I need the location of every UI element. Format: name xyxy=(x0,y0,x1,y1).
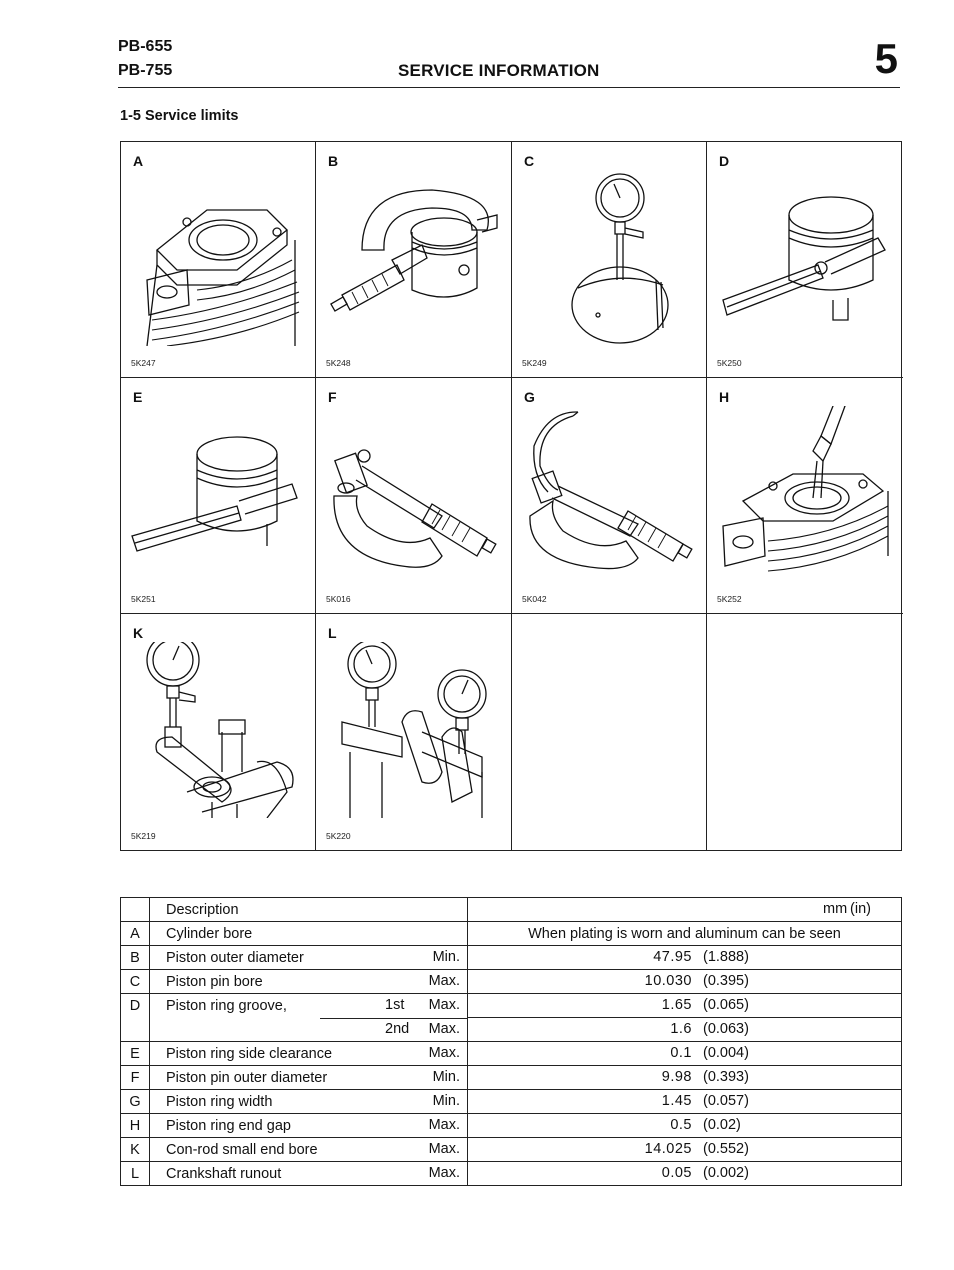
cylinder-icon xyxy=(127,170,310,346)
row-description xyxy=(150,1162,468,1186)
figure-letter: D xyxy=(719,153,730,169)
row-description xyxy=(150,922,468,946)
row-inch: (0.395) xyxy=(703,973,749,989)
row-description xyxy=(150,946,468,970)
page-header xyxy=(118,36,900,88)
figure-cell-l xyxy=(316,614,512,850)
row-mm: 1.6 xyxy=(670,1021,692,1037)
conrod-dial-gauge-icon xyxy=(127,642,310,818)
table-row xyxy=(121,1042,902,1066)
row-description-text: Crankshaft runout xyxy=(166,1165,282,1182)
row-letter: C xyxy=(121,970,150,994)
row-description-text: Piston pin bore xyxy=(166,973,263,990)
figure-cell-empty-2 xyxy=(707,614,903,850)
row-inch: (0.02) xyxy=(703,1117,741,1133)
figure-grid xyxy=(120,141,902,851)
row-description-text: Piston outer diameter xyxy=(166,949,304,966)
row-inch: (0.552) xyxy=(703,1141,749,1157)
row-limit-kind: Max. xyxy=(428,997,460,1013)
figure-letter: A xyxy=(133,153,144,169)
row-inch: (0.002) xyxy=(703,1165,749,1181)
table-row xyxy=(121,946,902,970)
row-ring-number: 1st xyxy=(385,997,405,1013)
row-mm: 10.030 xyxy=(644,973,692,989)
row-description-text: Piston ring end gap xyxy=(166,1117,291,1134)
figure-letter: E xyxy=(133,389,143,405)
figure-cell-empty-1 xyxy=(512,614,707,850)
row-limit-kind: Min. xyxy=(432,1093,460,1109)
micrometer-icon xyxy=(322,406,505,582)
row-description xyxy=(150,1066,468,1090)
cylinder-feeler-icon xyxy=(713,406,896,582)
row-description-text: Con-rod small end bore xyxy=(166,1141,318,1158)
row-description xyxy=(150,970,468,994)
page-title: SERVICE INFORMATION xyxy=(398,61,600,80)
row-mm: 0.1 xyxy=(670,1045,692,1061)
row-description xyxy=(150,1090,468,1114)
figure-letter: F xyxy=(328,389,337,405)
row-letter: K xyxy=(121,1138,150,1162)
figure-letter: G xyxy=(524,389,535,405)
figure-code: 5K016 xyxy=(326,594,351,604)
row-value xyxy=(468,1066,902,1090)
row-letter: H xyxy=(121,1114,150,1138)
piston-micrometer-icon xyxy=(322,170,505,346)
figure-letter: H xyxy=(719,389,730,405)
row-description-text: Piston pin outer diameter xyxy=(166,1069,328,1086)
table-row xyxy=(121,1066,902,1090)
row-value xyxy=(468,1018,902,1042)
row-limit-kind: Max. xyxy=(428,1141,460,1157)
row-inch: (0.065) xyxy=(703,997,749,1013)
figure-cell-b xyxy=(316,142,512,378)
figure-letter: C xyxy=(524,153,535,169)
row-description-text: Piston ring groove, xyxy=(166,997,287,1014)
crankshaft-dial-gauge-icon xyxy=(322,642,505,818)
figure-code: 5K248 xyxy=(326,358,351,368)
feeler-gauge-piston-icon xyxy=(127,406,310,582)
figure-cell-c xyxy=(512,142,707,378)
row-inch: (1.888) xyxy=(703,949,749,965)
row-description xyxy=(150,1042,468,1066)
figure-code: 5K249 xyxy=(522,358,547,368)
figure-letter: B xyxy=(328,153,339,169)
row-letter: B xyxy=(121,946,150,970)
figure-letter: L xyxy=(328,625,337,641)
table-row xyxy=(121,922,902,946)
table-row xyxy=(121,1114,902,1138)
figure-code: 5K251 xyxy=(131,594,156,604)
figure-letter: K xyxy=(133,625,144,641)
figure-cell-a xyxy=(121,142,316,378)
table-row xyxy=(121,970,902,994)
unit-label: mm (in) xyxy=(822,901,871,917)
figure-cell-h xyxy=(707,378,903,614)
row-mm: 0.05 xyxy=(661,1165,692,1181)
figure-cell-d xyxy=(707,142,903,378)
row-value xyxy=(468,970,902,994)
figure-code: 5K250 xyxy=(717,358,742,368)
row-value xyxy=(468,1162,902,1186)
row-letter: D xyxy=(121,994,150,1018)
row-letter: G xyxy=(121,1090,150,1114)
row-letter: A xyxy=(121,922,150,946)
figure-cell-e xyxy=(121,378,316,614)
row-limit-kind: Max. xyxy=(428,1045,460,1061)
row-letter xyxy=(121,1018,150,1042)
figure-code: 5K220 xyxy=(326,831,351,841)
row-value xyxy=(468,1042,902,1066)
row-value xyxy=(468,1114,902,1138)
row-mm: 9.98 xyxy=(661,1069,692,1085)
row-value xyxy=(468,922,902,946)
section-title: 1-5 Service limits xyxy=(120,108,239,124)
row-description xyxy=(150,1018,468,1042)
row-note: When plating is worn and aluminum can be seen xyxy=(528,925,841,942)
row-mm: 0.5 xyxy=(670,1117,692,1133)
row-value xyxy=(468,994,902,1018)
row-description-text: Piston ring side clearance xyxy=(166,1045,333,1062)
model-number-1: PB-655 xyxy=(118,38,173,55)
figure-cell-g xyxy=(512,378,707,614)
row-inch: (0.057) xyxy=(703,1093,749,1109)
table-row xyxy=(121,994,902,1018)
figure-code: 5K219 xyxy=(131,831,156,841)
dial-gauge-piston-icon xyxy=(518,170,701,346)
row-description xyxy=(150,1138,468,1162)
row-letter: E xyxy=(121,1042,150,1066)
row-limit-kind: Max. xyxy=(428,1117,460,1133)
row-value xyxy=(468,1138,902,1162)
figure-code: 5K247 xyxy=(131,358,156,368)
micrometer-ring-icon xyxy=(518,406,701,582)
table-header-unit xyxy=(468,898,902,922)
service-limits-table xyxy=(120,897,902,1186)
row-inch: (0.393) xyxy=(703,1069,749,1085)
row-description-text: Cylinder bore xyxy=(166,925,253,942)
row-letter: L xyxy=(121,1162,150,1186)
row-mm: 47.95 xyxy=(653,949,692,965)
row-value xyxy=(468,946,902,970)
row-limit-kind: Min. xyxy=(432,1069,460,1085)
row-limit-kind: Max. xyxy=(428,973,460,989)
table-row xyxy=(121,1162,902,1186)
table-cell xyxy=(121,898,150,922)
row-ring-number: 2nd xyxy=(385,1020,410,1037)
row-inch: (0.063) xyxy=(703,1021,749,1037)
figure-cell-k xyxy=(121,614,316,850)
row-mm: 14.025 xyxy=(644,1141,692,1157)
row-limit-kind: Max. xyxy=(428,1165,460,1181)
table-header-description: Description xyxy=(150,898,468,922)
figure-code: 5K042 xyxy=(522,594,547,604)
chapter-number: 5 xyxy=(874,35,898,82)
row-description xyxy=(150,994,468,1018)
row-description-text: Piston ring width xyxy=(166,1093,273,1110)
row-letter: F xyxy=(121,1066,150,1090)
feeler-gauge-piston-icon xyxy=(713,170,896,346)
model-number-2: PB-755 xyxy=(118,62,173,79)
row-description xyxy=(150,1114,468,1138)
row-mm: 1.45 xyxy=(661,1093,692,1109)
figure-cell-f xyxy=(316,378,512,614)
figure-code: 5K252 xyxy=(717,594,742,604)
row-inch: (0.004) xyxy=(703,1045,749,1061)
table-row xyxy=(121,1018,902,1042)
row-mm: 1.65 xyxy=(661,997,692,1013)
row-limit-kind: Min. xyxy=(432,949,460,965)
table-header-row xyxy=(121,898,902,922)
row-value xyxy=(468,1090,902,1114)
table-row xyxy=(121,1090,902,1114)
table-row xyxy=(121,1138,902,1162)
row-limit-kind: Max. xyxy=(428,1020,460,1037)
